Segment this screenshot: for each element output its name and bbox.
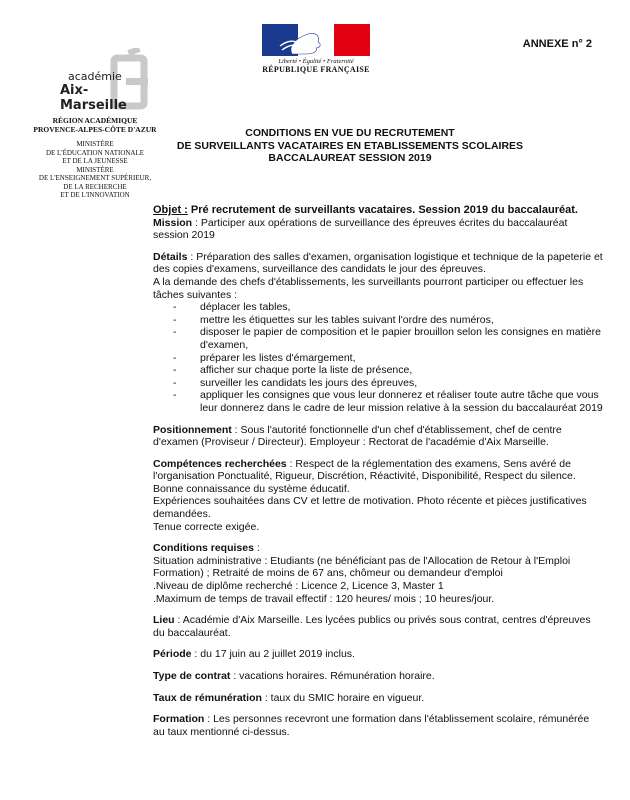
ministere-line: MINISTÈRE bbox=[76, 140, 114, 148]
conditions-label-suffix: : bbox=[253, 542, 260, 555]
competences-text: : Respect de la réglementation des examens, Sens avéré de l'organisation Ponctualité, Rigueur, Discrétion, Réactivité, Disponibilité, Respect du silence. Bonne connaissance du système éducatif. bbox=[153, 457, 576, 495]
republique-francaise-logo bbox=[262, 24, 370, 74]
conditions-label: Conditions requises bbox=[153, 542, 254, 555]
mission-label: Mission bbox=[153, 216, 193, 229]
positionnement-text: : Sous l'autorité fonctionnelle d'un chef d'établissement, chef de centre d'examen (Proviseur / Directeur). Employeur : Rectorat de l'académie d'Aix Marseille. bbox=[153, 423, 562, 449]
academie-label: académie bbox=[68, 70, 122, 83]
ministere-line: DE L'ÉDUCATION NATIONALE bbox=[45, 148, 145, 157]
periode-text: : du 17 juin au 2 juillet 2019 inclus. bbox=[191, 648, 355, 661]
objet-section bbox=[153, 204, 603, 217]
formation-text: : Les personnes recevront une formation dans l'établissement scolaire, rémunérée au taux mentionné ci-dessus. bbox=[153, 713, 590, 738]
taux-section bbox=[153, 692, 603, 705]
region-academique bbox=[20, 116, 170, 134]
list-item: - afficher sur chaque porte la liste de présence, bbox=[173, 364, 603, 377]
taux-text: : taux du SMIC horaire en vigueur. bbox=[261, 691, 425, 704]
marianne-flag-icon bbox=[262, 24, 370, 56]
lieu-label: Lieu bbox=[153, 614, 175, 627]
conditions-line: .Niveau de diplôme recherché : Licence 2, Licence 3, Master 1 bbox=[153, 580, 444, 593]
title-line: CONDITIONS EN VUE DU RECRUTEMENT bbox=[245, 127, 455, 139]
type-contrat-label: Type de contrat bbox=[153, 670, 231, 682]
list-item: - déplacer les tables, bbox=[173, 301, 603, 314]
region-line: PROVENCE-ALPES-CÔTE D'AZUR bbox=[33, 125, 157, 134]
academie-name: Aix-Marseille bbox=[60, 83, 127, 113]
document-body bbox=[153, 204, 603, 747]
document-title bbox=[170, 127, 530, 165]
mission-text: : Participer aux opérations de surveillance des épreuves écrites du baccalauréat session 2019 bbox=[153, 216, 568, 242]
objet-text: Pré recrutement de surveillants vacataires. Session 2019 du baccalauréat. bbox=[187, 204, 578, 216]
taux-label: Taux de rémunération bbox=[153, 691, 262, 704]
conditions-section bbox=[153, 542, 603, 605]
list-item: - disposer le papier de composition et le papier brouillon selon les consignes en matière d'examen, bbox=[173, 326, 603, 351]
formation-section bbox=[153, 713, 603, 738]
title-line: DE SURVEILLANTS VACATAIRES EN ETABLISSEMENTS SCOLAIRES bbox=[176, 139, 524, 152]
lieu-text: : Académie d'Aix Marseille. Les lycées publics ou privés sous contrat, centres d'épreuves du baccalauréat. bbox=[153, 614, 591, 639]
rf-motto: Liberté • Égalité • Fraternité bbox=[278, 58, 354, 65]
ministeres bbox=[10, 140, 180, 200]
academie-logo bbox=[40, 48, 150, 113]
lieu-section bbox=[153, 614, 603, 639]
type-contrat-text: : vacations horaires. Rémunération horaire. bbox=[230, 670, 435, 682]
conditions-line: Situation administrative : Etudiants (ne bénéficiant pas de l'Allocation de Retour à l'Emploi Formation) ; Retraité de moins de 67 ans, chômeur ou demandeur d'emploi bbox=[153, 554, 571, 580]
region-line: RÉGION ACADÉMIQUE bbox=[52, 116, 138, 125]
objet-label: Objet : bbox=[153, 204, 188, 216]
mission-section bbox=[153, 217, 603, 242]
competences-label: Compétences recherchées bbox=[153, 457, 287, 470]
positionnement-label: Positionnement bbox=[153, 423, 232, 436]
ministere-line: DE L'ENSEIGNEMENT SUPÉRIEUR, bbox=[38, 174, 152, 182]
list-item: - mettre les étiquettes sur les tables suivant l'ordre des numéros, bbox=[173, 314, 603, 327]
periode-label: Période bbox=[153, 648, 192, 661]
details-text: : Préparation des salles d'examen, organisation logistique et technique de la papeterie et des copies d'examens, surveillance des candidats le jour des épreuves. bbox=[153, 250, 603, 276]
list-item: - appliquer les consignes que vous leur donnerez et réaliser toute autre tâche que vous leur donnerez dans le cadre de leur mission relative à la session du baccalauréat 2019 bbox=[173, 389, 603, 414]
ministere-line: DE LA RECHERCHE bbox=[63, 182, 127, 191]
competences-line: Tenue correcte exigée. bbox=[153, 520, 260, 533]
periode-section bbox=[153, 648, 603, 661]
annex-number: ANNEXE n° 2 bbox=[522, 38, 592, 50]
details-section bbox=[153, 251, 603, 415]
list-item: - préparer les listes d'émargement, bbox=[173, 352, 603, 365]
details-intro: A la demande des chefs d'établissements, les surveillants pourront participer ou effectuer les tâches suivantes : bbox=[153, 275, 584, 301]
title-line: BACCALAUREAT SESSION 2019 bbox=[268, 152, 432, 164]
details-label: Détails bbox=[153, 250, 188, 263]
task-list bbox=[153, 301, 603, 414]
conditions-line: .Maximum de temps de travail effectif : 120 heures/ mois ; 10 heures/jour. bbox=[153, 592, 495, 605]
list-item: - surveiller les candidats les jours des épreuves, bbox=[173, 377, 603, 390]
ministere-line: ET DE LA JEUNESSE bbox=[62, 157, 128, 165]
ministere-line: ET DE L'INNOVATION bbox=[60, 191, 130, 199]
type-contrat-section bbox=[153, 670, 603, 683]
ministere-line: MINISTÈRE bbox=[76, 165, 114, 174]
formation-label: Formation bbox=[153, 713, 205, 726]
competences-section bbox=[153, 458, 603, 534]
rf-name: RÉPUBLIQUE FRANÇAISE bbox=[262, 65, 370, 74]
positionnement-section bbox=[153, 424, 603, 449]
competences-line: Expériences souhaitées dans CV et lettre de motivation. Photo récente et pièces justificatives demandées. bbox=[153, 495, 587, 521]
